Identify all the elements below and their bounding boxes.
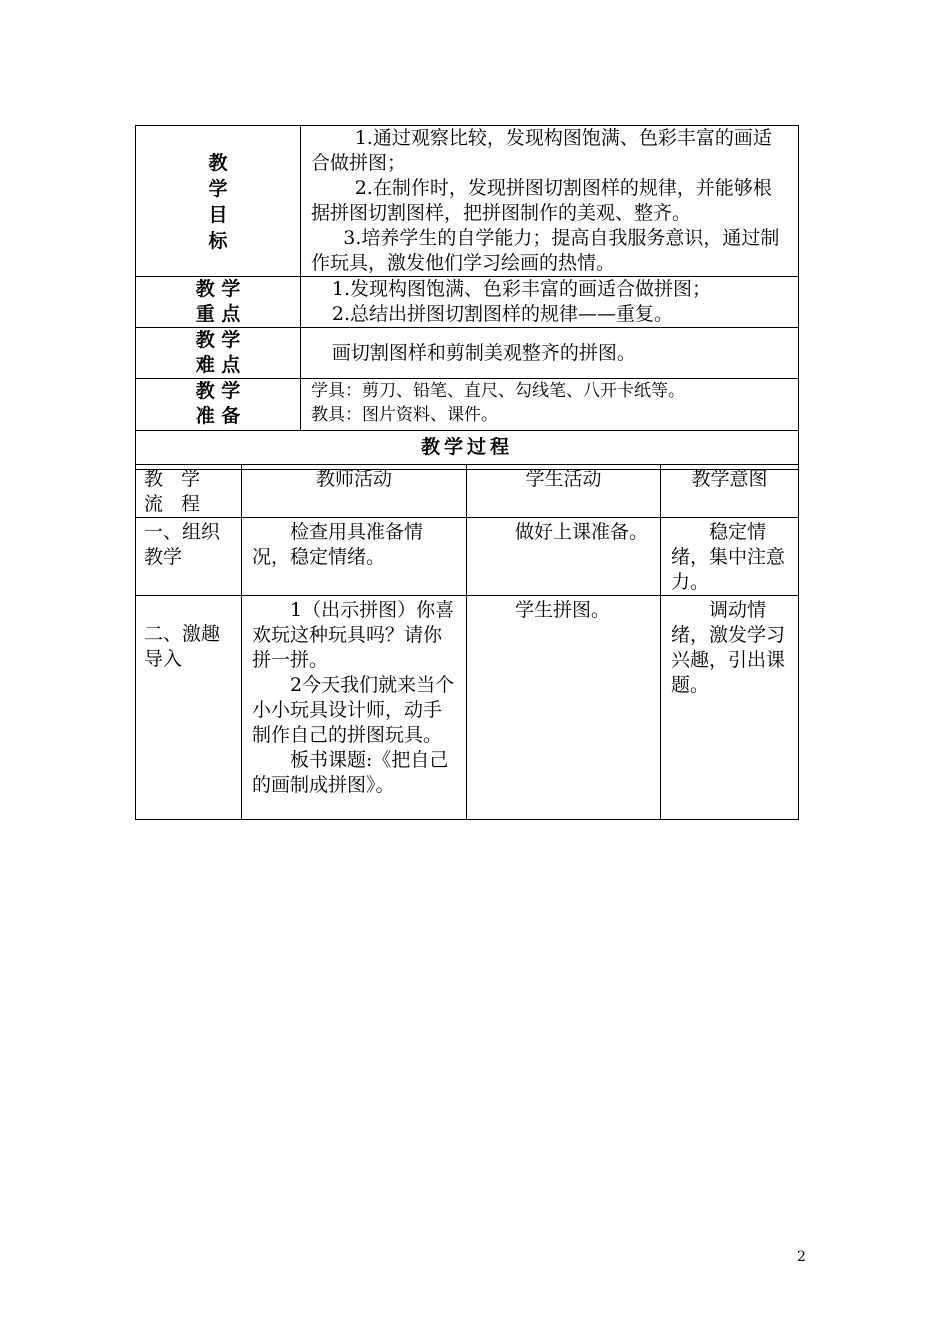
student-materials: 学具：剪刀、铅笔、直尺、勾线笔、八开卡纸等。 <box>311 381 685 401</box>
difficulties-label: 教 学 难 点 <box>136 328 301 379</box>
key-points-content <box>301 277 799 328</box>
stage-cell: 一、组织教学 <box>136 518 242 596</box>
objective-item: 2.在制作时，发现拼图切割图样的规律，并能够根据拼图切割图样，把拼图制作的美观、整齐。 <box>311 177 772 224</box>
objectives-content <box>301 126 799 277</box>
objectives-row <box>136 126 799 277</box>
table-row <box>136 596 799 820</box>
teacher-materials: 教具：图片资料、课件。 <box>311 405 498 425</box>
header-teacher: 教师活动 <box>242 465 467 518</box>
student-activity-cell: 学生拼图。 <box>467 596 661 820</box>
student-activity-cell: 做好上课准备。 <box>467 518 661 596</box>
preparation-content <box>301 379 799 431</box>
teacher-activity-cell: 检查用具准备情况，稳定情绪。 <box>242 518 467 596</box>
stage-cell: 二、激趣导入 <box>136 596 242 820</box>
intent-cell: 调动情绪，激发学习兴趣，引出课题。 <box>661 596 799 820</box>
header-intent: 教学意图 <box>661 465 799 518</box>
preparation-row <box>136 379 799 431</box>
table-row <box>136 518 799 596</box>
key-points-label: 教 学 重 点 <box>136 277 301 328</box>
objectives-label: 教 学 目 标 <box>136 126 301 277</box>
difficulties-content: 画切割图样和剪制美观整齐的拼图。 <box>301 328 799 379</box>
lesson-overview-table <box>135 125 799 470</box>
header-stage: 教 学 流 程 <box>136 465 242 518</box>
process-table <box>135 464 799 820</box>
header-student: 学生活动 <box>467 465 661 518</box>
intent-cell: 稳定情绪，集中注意力。 <box>661 518 799 596</box>
objective-item: 3.培养学生的自学能力；提高自我服务意识，通过制作玩具，激发他们学习绘画的热情。 <box>311 227 780 274</box>
page-number: 2 <box>797 1249 806 1265</box>
process-header-row <box>136 465 799 518</box>
process-title: 教学过程 <box>136 431 799 470</box>
key-point-item: 1.发现构图饱满、色彩丰富的画适合做拼图； <box>331 278 712 300</box>
key-point-item: 2.总结出拼图切割图样的规律——重复。 <box>331 303 674 325</box>
key-points-row <box>136 277 799 328</box>
objective-item: 1.通过观察比较，发现构图饱满、色彩丰富的画适合做拼图； <box>311 127 772 174</box>
preparation-label: 教 学 准 备 <box>136 379 301 431</box>
difficulties-row <box>136 328 799 379</box>
teacher-activity-cell: 1（出示拼图）你喜欢玩这种玩具吗？请你拼一拼。 2今天我们就来当个小小玩具设计师，动手制作自己的拼图玩具。 板书课题:《把自己的画制成拼图》。 <box>242 596 467 820</box>
